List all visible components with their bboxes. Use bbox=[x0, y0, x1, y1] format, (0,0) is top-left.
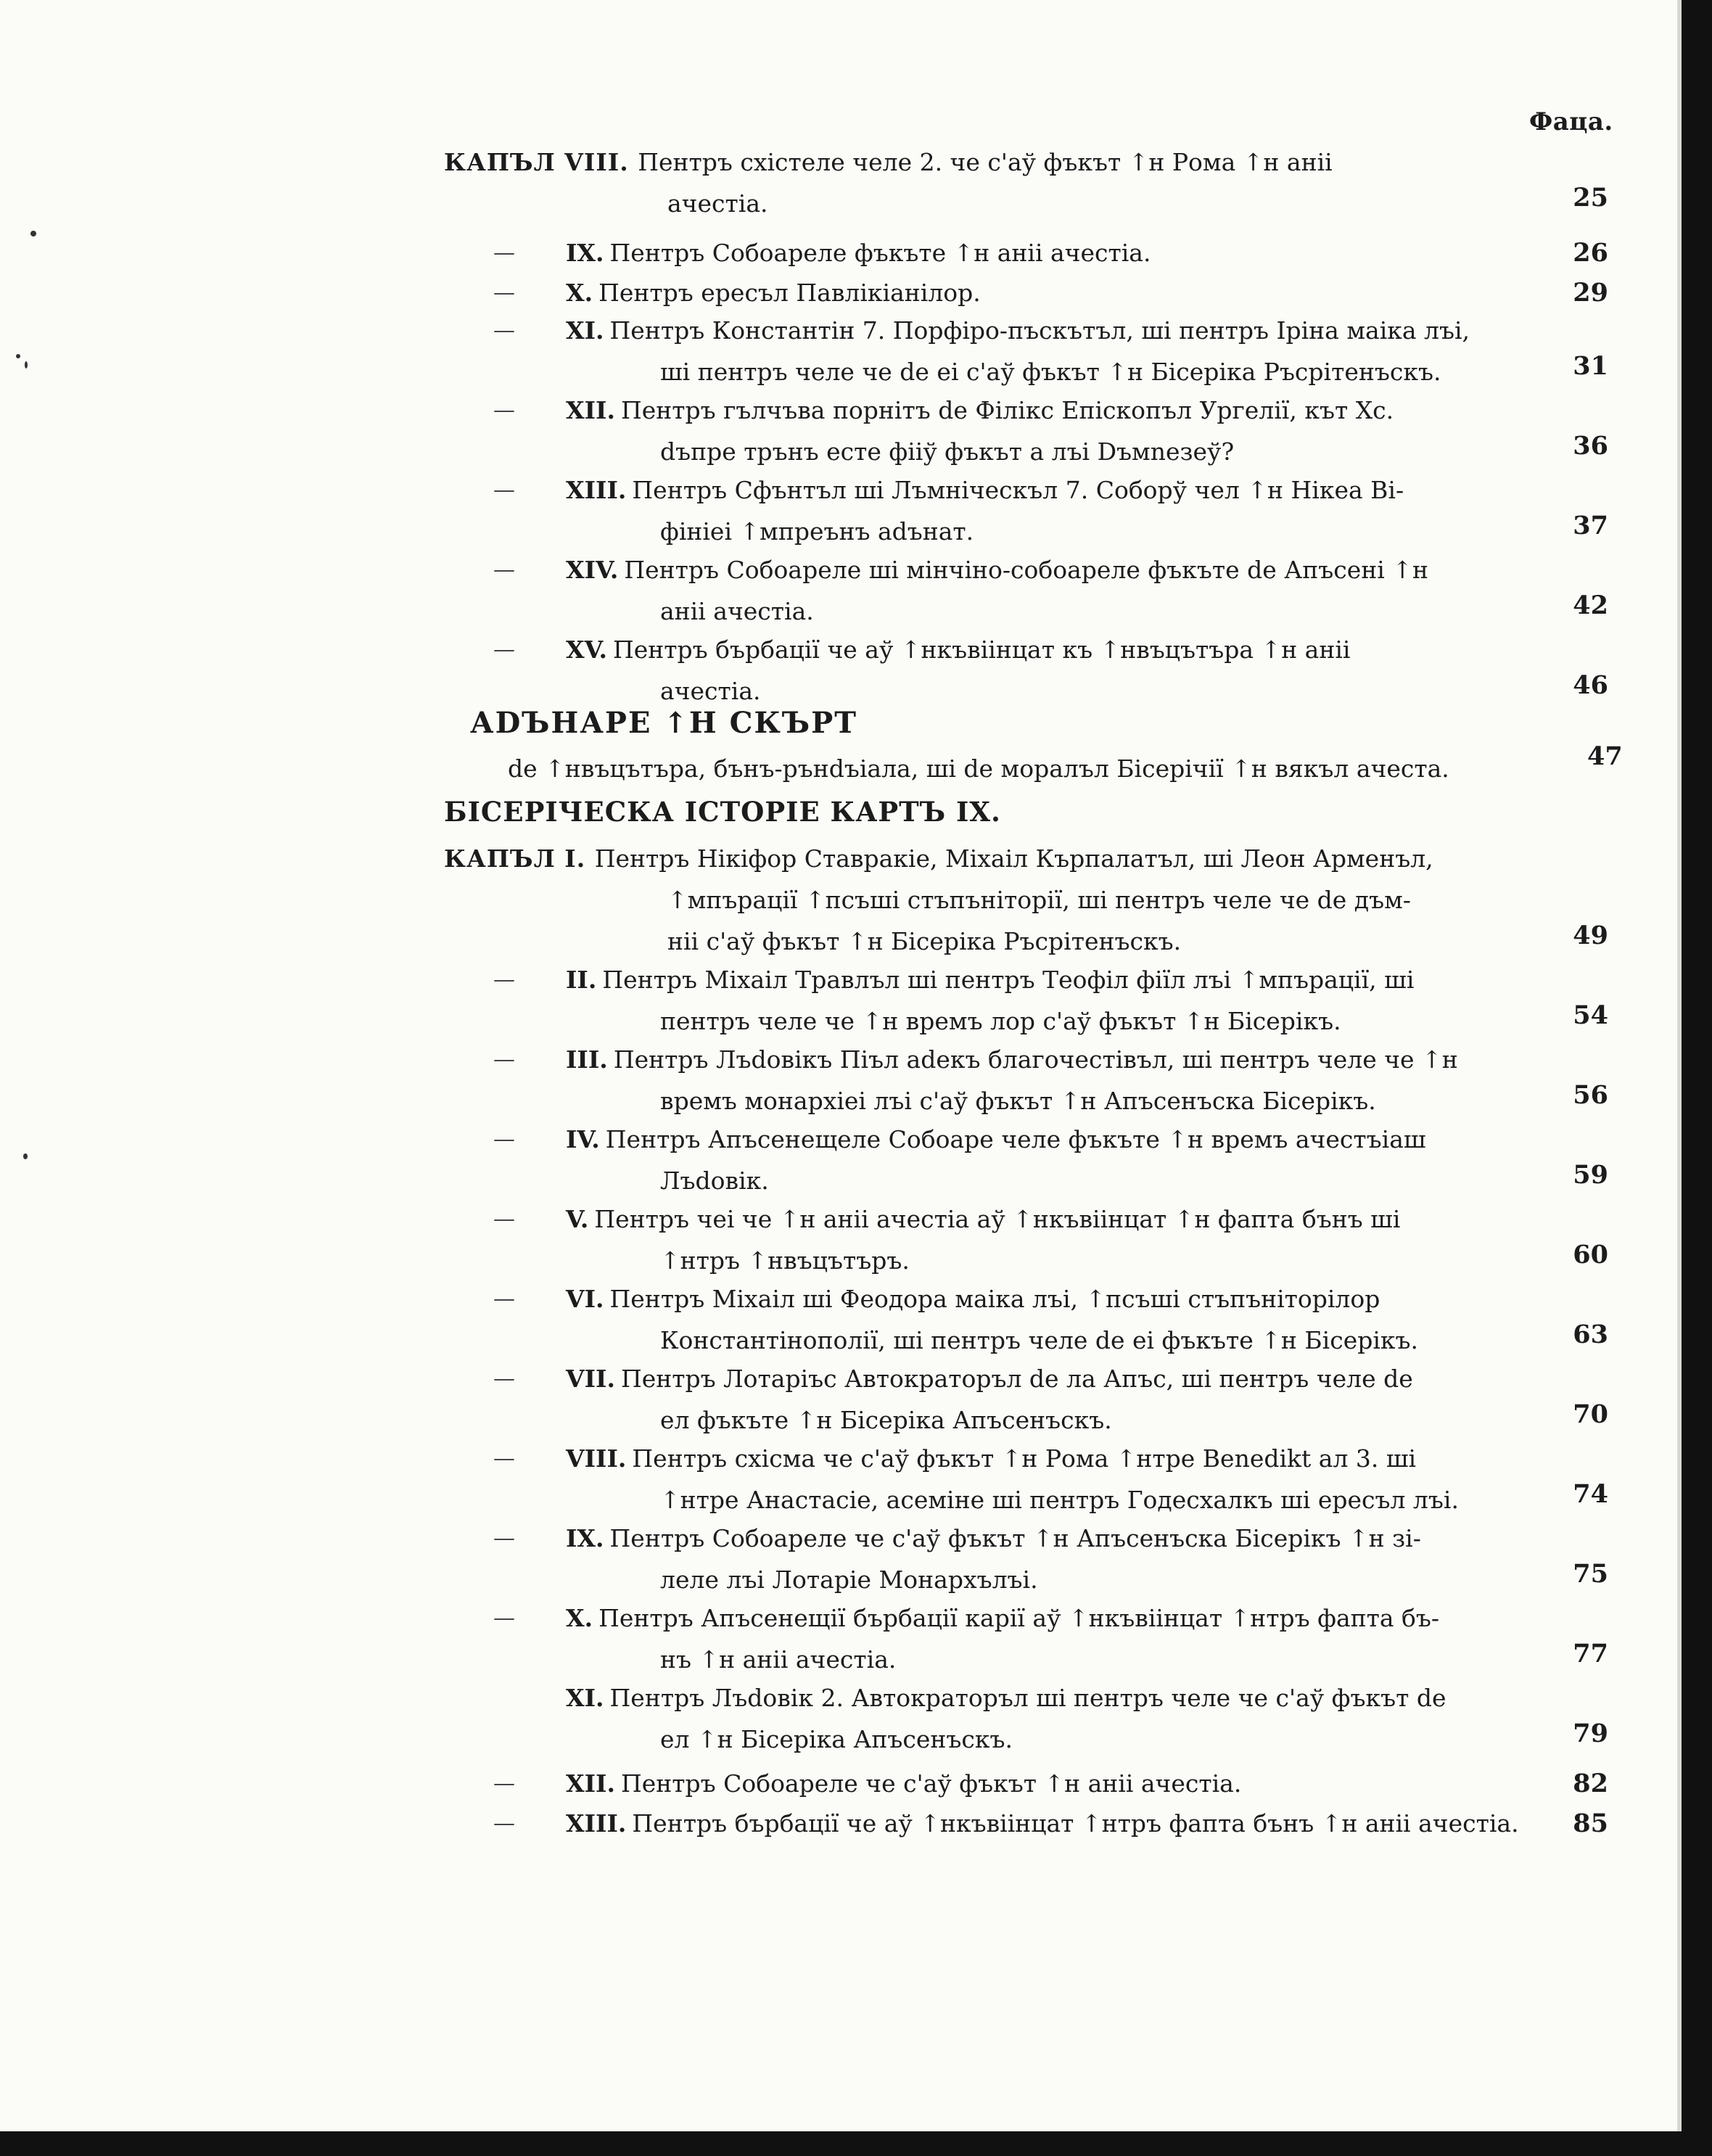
toc-entry-line bbox=[566, 431, 1547, 472]
addendum-title: АDЪНАРЕ ↑Н СКЪРТ bbox=[470, 706, 857, 740]
toc-entry-line bbox=[566, 1677, 1547, 1719]
ditto-dash: — bbox=[493, 1286, 515, 1312]
chapter-number: X. bbox=[566, 279, 593, 307]
toc-entry-text: Пентръ Апъсенещеле Собоаре челе фъкъте ↑н времъ ачестъіаш bbox=[605, 1125, 1426, 1153]
page-number: 36 bbox=[1573, 431, 1608, 461]
chapter-number: XIII. bbox=[566, 1809, 627, 1838]
toc-entry-text: нъ ↑н аніі ачестіа. bbox=[660, 1645, 897, 1674]
chapter-number: XI. bbox=[566, 316, 604, 345]
page-number: 75 bbox=[1573, 1559, 1608, 1589]
toc-entry bbox=[493, 272, 1608, 313]
toc-entry-line bbox=[566, 959, 1547, 1000]
toc-entry-line bbox=[566, 1763, 1547, 1804]
toc-entry-line bbox=[566, 272, 1547, 313]
toc-entry bbox=[493, 549, 1608, 632]
toc-entry-line bbox=[566, 591, 1547, 632]
chapter-number: III. bbox=[566, 1045, 608, 1074]
toc-entry-text: Пентръ Міхаіл ші Феодора маіка лъі, ↑псъші стъпъніторілор bbox=[609, 1285, 1380, 1313]
toc-entry-text: Пентръ схісма че с'аў фъкът ↑н Рома ↑нтре Benedikt ал 3. ші bbox=[632, 1444, 1417, 1473]
toc-entry bbox=[493, 959, 1608, 1042]
toc-entry-text: ші пентръ челе че de еі с'аў фъкът ↑н Бісеріка Ръсрітенъскъ. bbox=[660, 358, 1441, 386]
chapter-number: XII. bbox=[566, 1769, 615, 1798]
page-number: 59 bbox=[1573, 1160, 1608, 1190]
toc-entry-text: пентръ челе че ↑н времъ лор с'аў фъкът ↑н Бісерікъ. bbox=[660, 1007, 1341, 1035]
toc-entry-text: Пентръ Апъсенещії бърбації карії аў ↑нкъвіінцат ↑нтръ фапта бъ- bbox=[598, 1604, 1440, 1632]
toc-entry bbox=[493, 390, 1608, 472]
ditto-dash: — bbox=[493, 1366, 515, 1391]
ditto-dash: — bbox=[493, 637, 515, 662]
toc-entry-text: ачестіа. bbox=[660, 677, 761, 705]
chapter-number: XV. bbox=[566, 635, 607, 664]
toc-entry-line bbox=[444, 838, 1547, 879]
page-number: 46 bbox=[1573, 670, 1608, 700]
page-column-header: Фаца. bbox=[1529, 107, 1613, 136]
toc-entry bbox=[444, 141, 1608, 224]
chapter-number: IV. bbox=[566, 1125, 600, 1153]
toc-entry-text: Пентръ Лъdовік 2. Автократоръл ші пентръ челе че с'аў фъкът de bbox=[609, 1684, 1446, 1712]
ditto-dash: — bbox=[493, 1526, 515, 1551]
toc-entry-line bbox=[566, 1518, 1547, 1559]
toc-entry-line bbox=[566, 1719, 1547, 1760]
page-number: 85 bbox=[1573, 1809, 1608, 1838]
page-number: 82 bbox=[1573, 1769, 1608, 1798]
page-number: 37 bbox=[1573, 511, 1608, 540]
chapter-number: VI. bbox=[566, 1285, 604, 1313]
ditto-dash: — bbox=[493, 1771, 515, 1796]
toc-entry-text: Пентръ Лотаріъс Автократоръл de ла Апъс, ші пентръ челе de bbox=[620, 1365, 1413, 1393]
toc-entry-text: ел ↑н Бісеріка Апъсенъскъ. bbox=[660, 1725, 1013, 1753]
chapter-number: X. bbox=[566, 1604, 593, 1632]
toc-entry-text: Пентръ схістеле челе 2. че с'аў фъкът ↑н Рома ↑н аніі bbox=[638, 148, 1333, 176]
page-number: 77 bbox=[1573, 1639, 1608, 1669]
toc-entry-text: Пентръ гълчъва порнітъ de Філікс Епіскопъл Ургелії, кът Хс. bbox=[620, 396, 1394, 424]
toc-entry bbox=[444, 838, 1608, 962]
chapter-number: XIV. bbox=[566, 556, 619, 584]
ditto-dash: — bbox=[493, 1127, 515, 1152]
toc-entry-line bbox=[566, 1438, 1547, 1479]
section-title: БІСЕРІЧЕСКА ІСТОРІЕ КАРТЪ IX. bbox=[444, 796, 1001, 828]
addendum-page-number: 47 bbox=[1587, 741, 1623, 771]
toc-entry bbox=[493, 1438, 1608, 1521]
toc-entry bbox=[493, 310, 1608, 392]
toc-entry-text: ↑нтре Анастасіе, асемінe ші пентръ Годесхалкъ ші ересъл лъі. bbox=[660, 1486, 1459, 1514]
toc-entry-line bbox=[566, 1039, 1547, 1080]
chapter-number: IX. bbox=[566, 239, 604, 267]
toc-entry bbox=[566, 1677, 1608, 1760]
toc-entry-text: леле лъі Лотаріе Монархълъі. bbox=[660, 1565, 1038, 1594]
ditto-dash: — bbox=[493, 1446, 515, 1471]
toc-entry-text: Пентръ чеі че ↑н аніі ачестіа аў ↑нкъвіінцат ↑н фапта бънъ ші bbox=[594, 1205, 1401, 1233]
toc-entry-text: Пентръ Лъdовікъ Піъл аdекъ благочестівъл, ші пентръ челе че ↑н bbox=[613, 1045, 1458, 1074]
page-number: 42 bbox=[1573, 591, 1608, 620]
toc-entry-text: Пентръ Нікіфор Ставракіе, Міхаіл Кърпалатъл, ші Леон Арменъл, bbox=[594, 844, 1433, 873]
toc-entry-text: Пентръ Собоареле че с'аў фъкът ↑н аніі ачестіа. bbox=[620, 1769, 1242, 1798]
toc-entry bbox=[493, 1518, 1608, 1600]
ditto-dash: — bbox=[493, 1605, 515, 1631]
toc-entry bbox=[493, 1803, 1608, 1844]
chapter-label: КАПЪЛ I. bbox=[444, 844, 595, 873]
chapter-number: XIII. bbox=[566, 476, 627, 504]
toc-entry-line bbox=[566, 1399, 1547, 1441]
page-number: 31 bbox=[1573, 351, 1608, 381]
toc-entry-line bbox=[566, 1320, 1547, 1361]
toc-entry-line bbox=[566, 1803, 1547, 1844]
page-number: 54 bbox=[1573, 1000, 1608, 1030]
toc-entry-text: Пентръ ересъл Павлікіанілор. bbox=[598, 279, 981, 307]
toc-entry-text: ↑нтръ ↑нвъцътъръ. bbox=[660, 1246, 910, 1275]
toc-entry bbox=[493, 1358, 1608, 1441]
toc-entry-line bbox=[566, 310, 1547, 351]
toc-entry-text: ↑мпърації ↑псъші стъпъніторії, ші пентръ челе че de дъм- bbox=[667, 886, 1411, 914]
page-number: 79 bbox=[1573, 1719, 1608, 1748]
toc-entry bbox=[493, 1763, 1608, 1804]
toc-entry-line bbox=[444, 141, 1547, 183]
toc-entry bbox=[493, 1198, 1608, 1281]
ditto-dash: — bbox=[493, 318, 515, 343]
ditto-dash: — bbox=[493, 1811, 515, 1836]
toc-entry bbox=[493, 1039, 1608, 1122]
page-number: 26 bbox=[1573, 238, 1608, 268]
toc-entry-text: Лъdовік. bbox=[660, 1167, 769, 1195]
toc-entry-text: ніі с'аў фъкът ↑н Бісеріка Ръсрітенъскъ. bbox=[667, 927, 1182, 955]
toc-entry-line bbox=[566, 1198, 1547, 1240]
ditto-dash: — bbox=[493, 240, 515, 266]
toc-entry-line bbox=[566, 1278, 1547, 1320]
ditto-dash: — bbox=[493, 557, 515, 583]
toc-entry bbox=[493, 1597, 1608, 1680]
toc-entry-line bbox=[444, 183, 1547, 224]
ditto-dash: — bbox=[493, 280, 515, 305]
toc-entry-text: dъпре трънъ есте фііў фъкът а лъі Dъмnезеў? bbox=[660, 437, 1235, 466]
toc-entry-text: Пентръ Сфънтъл ші Лъмніческъл 7. Соборў чел ↑н Нікеа Ві- bbox=[632, 476, 1404, 504]
chapter-number: XII. bbox=[566, 396, 615, 424]
toc-entry-line bbox=[566, 1479, 1547, 1521]
toc-entry bbox=[493, 629, 1608, 712]
addendum-description: de ↑нвъцътъра, бънъ-рънdъіала, ші de моралъл Бісерічії ↑н вякъл ачеста. bbox=[508, 754, 1449, 783]
chapter-number: IX. bbox=[566, 1524, 604, 1552]
toc-entry bbox=[493, 232, 1608, 273]
toc-entry-line bbox=[566, 1240, 1547, 1281]
toc-entry-line bbox=[566, 629, 1547, 670]
ditto-dash: — bbox=[493, 398, 515, 423]
toc-entry-text: Константінополії, ші пентръ челе de еі фъкъте ↑н Бісерікъ. bbox=[660, 1326, 1419, 1354]
ditto-dash: — bbox=[493, 967, 515, 992]
chapter-number: V. bbox=[566, 1205, 589, 1233]
toc-entry-line bbox=[566, 1358, 1547, 1399]
toc-entry-text: Пентръ Собоареле ші мінчіно-собоареле фъкъте de Апъсені ↑н bbox=[624, 556, 1428, 584]
toc-entry-line bbox=[566, 1119, 1547, 1160]
page-number: 25 bbox=[1573, 183, 1608, 213]
toc-entry-text: Пентръ Собоареле фъкъте ↑н аніі ачестіа. bbox=[609, 239, 1151, 267]
toc-entry-text: Пентръ бърбації че аў ↑нкъвіінцат ↑нтръ фапта бънъ ↑н аніі ачестіа. bbox=[632, 1809, 1519, 1838]
page-number: 56 bbox=[1573, 1080, 1608, 1110]
toc-entry-text: Пентръ Константін 7. Порфіро-пъскътъл, ші пентръ Іріна маіка лъі, bbox=[609, 316, 1470, 345]
ditto-dash: — bbox=[493, 477, 515, 503]
toc-entry bbox=[493, 469, 1608, 552]
chapter-number: VIII. bbox=[566, 1444, 627, 1473]
page-number: 70 bbox=[1573, 1399, 1608, 1429]
ditto-dash: — bbox=[493, 1047, 515, 1072]
toc-entry-line bbox=[566, 1559, 1547, 1600]
page-number: 29 bbox=[1573, 278, 1608, 308]
chapter-number: XI. bbox=[566, 1684, 604, 1712]
toc-entry-line bbox=[566, 1160, 1547, 1201]
toc-entry-text: аніі ачестіа. bbox=[660, 597, 814, 625]
ditto-dash: — bbox=[493, 1206, 515, 1232]
chapter-number: VII. bbox=[566, 1365, 615, 1393]
toc-entry-text: Пентръ Собоареле че с'аў фъкът ↑н Апъсенъска Бісерікъ ↑н зі- bbox=[609, 1524, 1421, 1552]
toc-entry-line bbox=[566, 351, 1547, 392]
toc-entry-line bbox=[566, 469, 1547, 511]
page-number: 63 bbox=[1573, 1320, 1608, 1349]
toc-entry-text: фініеі ↑мпреънъ adънат. bbox=[660, 517, 974, 546]
chapter-label: КАПЪЛ VIII. bbox=[444, 148, 638, 176]
toc-entry-text: ачестіа. bbox=[667, 189, 768, 218]
toc-entry-line bbox=[566, 1597, 1547, 1639]
toc-entry-line bbox=[444, 921, 1547, 962]
toc-entry-line bbox=[566, 232, 1547, 273]
page-number: 49 bbox=[1573, 921, 1608, 950]
toc-entry-line bbox=[566, 1639, 1547, 1680]
toc-entry bbox=[493, 1119, 1608, 1201]
toc-entry-text: времъ монархіеі лъі с'аў фъкът ↑н Апъсенъска Бісерікъ. bbox=[660, 1087, 1376, 1115]
toc-entry-text: Пентръ Міхаіл Травлъл ші пентръ Теофіл фіїл лъі ↑мпърації, ші bbox=[602, 966, 1415, 994]
chapter-number: II. bbox=[566, 966, 597, 994]
toc-entry-line bbox=[444, 879, 1547, 921]
toc-entry-text: ел фъкъте ↑н Бісеріка Апъсенъскъ. bbox=[660, 1406, 1112, 1434]
toc-entry-line bbox=[566, 390, 1547, 431]
toc-entry-text: Пентръ бърбації че аў ↑нкъвіінцат къ ↑нвъцътъра ↑н аніі bbox=[612, 635, 1351, 664]
page-number: 74 bbox=[1573, 1479, 1608, 1509]
toc-entry-line bbox=[566, 549, 1547, 591]
toc-entry-line bbox=[566, 511, 1547, 552]
toc-entry bbox=[493, 1278, 1608, 1361]
toc-entry-line bbox=[566, 1000, 1547, 1042]
page-number: 60 bbox=[1573, 1240, 1608, 1270]
toc-entry-line bbox=[566, 1080, 1547, 1122]
